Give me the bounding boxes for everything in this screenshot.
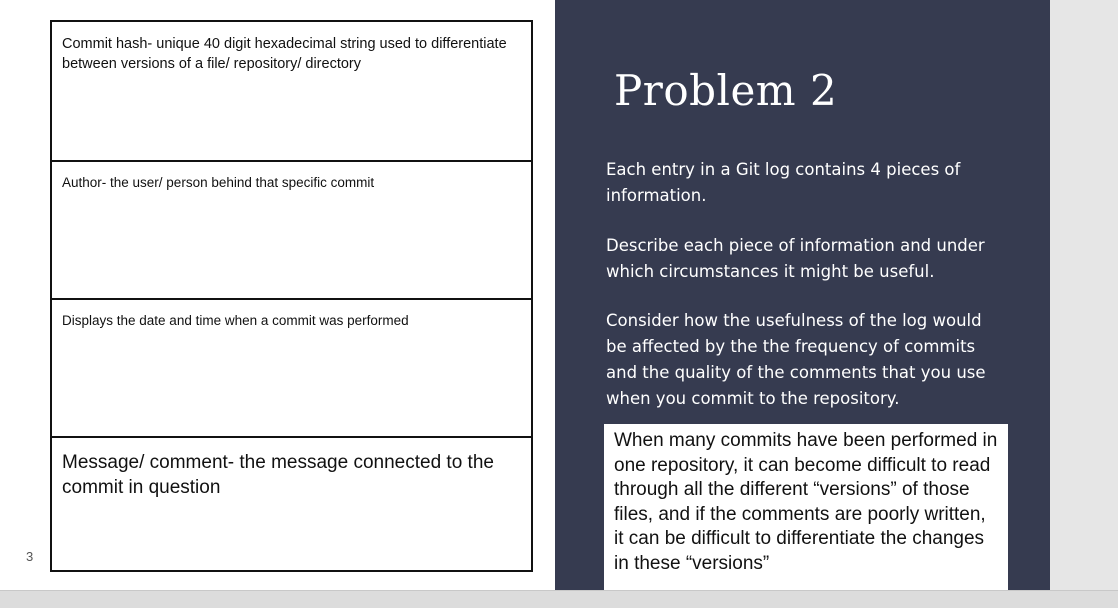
table-cell-date[interactable] [52,300,531,438]
instruction-paragraph-3: Consider how the usefulness of the log would be affected by the the frequency of commits and the quality of the comments that you use when you commit to the repository. [606,311,986,408]
cell-text: Commit hash- unique 40 digit hexadecimal string used to differentiate between versions of a file/ repository/ directory [62,36,507,72]
instruction-paragraph-1: Each entry in a Git log contains 4 pieces of information. [606,160,961,205]
table-cell-author[interactable] [52,162,531,300]
table-cell-message[interactable] [52,438,531,570]
answer-text: When many commits have been performed in one repository, it can become difficult to read through all the different “versions” of those files, and if the comments are poorly written, it can be difficult to differentiate the changes in these “versions” [614,430,998,574]
page-number: 3 [26,549,34,564]
answer-text-box[interactable] [604,424,1008,604]
editor-margin [1050,0,1118,590]
slide-title: Problem 2 [614,66,838,115]
horizontal-scrollbar[interactable] [0,590,1118,608]
cell-text: Author- the user/ person behind that specific commit [62,175,375,190]
table-cell-commit-hash[interactable] [52,22,531,162]
instruction-paragraph-2: Describe each piece of information and under which circumstances it might be useful. [606,236,985,281]
cell-text: Message/ comment- the message connected to the commit in question [62,452,494,498]
answer-table [50,20,533,572]
cell-text: Displays the date and time when a commit was performed [62,313,409,328]
